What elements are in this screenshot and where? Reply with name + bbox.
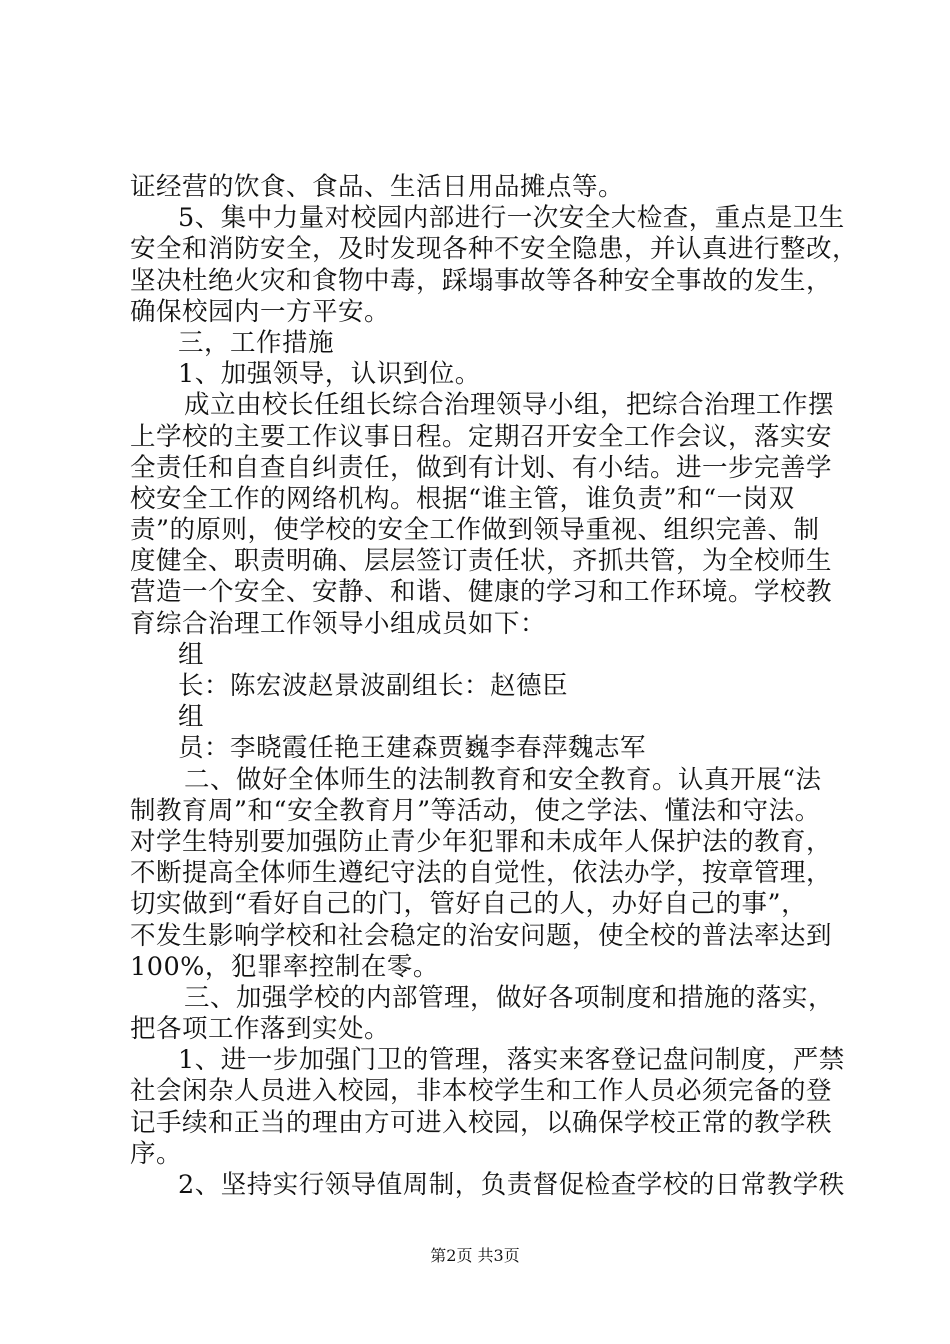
text-line: 安全和消防安全，及时发现各种不安全隐患，并认真进行整改， bbox=[130, 234, 859, 265]
page-footer: 第2页 共3页 bbox=[430, 1246, 520, 1265]
text-line: 序。 bbox=[130, 1138, 183, 1169]
text-line: 5、集中力量对校园内部进行一次安全大检查，重点是卫生 bbox=[178, 203, 845, 234]
text-line: 育综合治理工作领导小组成员如下： bbox=[130, 608, 547, 639]
text-line: 证经营的饮食、食品、生活日用品摊点等。 bbox=[130, 172, 625, 202]
text-line: 组 bbox=[178, 639, 205, 670]
text-line: 1、进一步加强门卫的管理，落实来客登记盘问制度，严禁 bbox=[178, 1045, 845, 1076]
text-line: 上学校的主要工作议事日程。定期召开安全工作会议，落实安 bbox=[130, 421, 833, 452]
text-line: 不发生影响学校和社会稳定的治安问题，使全校的普法率达到 bbox=[130, 920, 833, 951]
text-line: 不断提高全体师生遵纪守法的自觉性，依法办学，按章管理， bbox=[130, 858, 833, 889]
text-line: 三，工作措施 bbox=[178, 327, 335, 358]
text-line: 三、加强学校的内部管理，做好各项制度和措施的落实， bbox=[184, 982, 835, 1013]
text-line: 记手续和正当的理由方可进入校园，以确保学校正常的教学秩 bbox=[130, 1107, 833, 1138]
text-line: 成立由校长任组长综合治理领导小组，把综合治理工作摆 bbox=[184, 390, 835, 421]
document-body bbox=[130, 172, 859, 1201]
text-line: 全责任和自查自纠责任，做到有计划、有小结。进一步完善学 bbox=[130, 452, 833, 483]
text-line: 坚决杜绝火灾和食物中毒，踩塌事故等各种安全事故的发生， bbox=[130, 265, 833, 296]
text-line: 校安全工作的网络机构。根据“谁主管，谁负责”和“一岗双 bbox=[130, 483, 795, 514]
text-line: 2、坚持实行领导值周制，负责督促检查学校的日常教学秩 bbox=[178, 1170, 845, 1200]
text-line: 对学生特别要加强防止青少年犯罪和未成年人保护法的教育， bbox=[130, 826, 833, 857]
text-line: 1、加强领导，认识到位。 bbox=[178, 359, 481, 390]
text-line: 社会闲杂人员进入校园，非本校学生和工作人员必须完备的登 bbox=[130, 1076, 833, 1107]
text-line: 营造一个安全、安静、和谐、健康的学习和工作环境。学校教 bbox=[130, 577, 833, 608]
text-line: 二、做好全体师生的法制教育和安全教育。认真开展“法 bbox=[184, 764, 822, 795]
text-line: 组 bbox=[178, 702, 205, 733]
text-line: 切实做到“看好自己的门，管好自己的人，办好自己的事”， bbox=[130, 889, 808, 920]
text-line: 责”的原则，使学校的安全工作做到领导重视、组织完善、制 bbox=[130, 515, 820, 546]
text-line: 制教育周”和“安全教育月”等活动，使之学法、懂法和守法。 bbox=[130, 795, 821, 826]
text-line: 100%，犯罪率控制在零。 bbox=[130, 951, 439, 982]
text-line: 把各项工作落到实处。 bbox=[130, 1014, 391, 1045]
text-line: 长：陈宏波赵景波副组长：赵德臣 bbox=[178, 671, 569, 701]
text-line: 确保校园内一方平安。 bbox=[130, 296, 391, 327]
text-line: 员：李晓霞任艳王建森贾巍李春萍魏志军 bbox=[178, 733, 647, 764]
text-line: 度健全、职责明确、层层签订责任状，齐抓共管，为全校师生 bbox=[130, 546, 833, 577]
